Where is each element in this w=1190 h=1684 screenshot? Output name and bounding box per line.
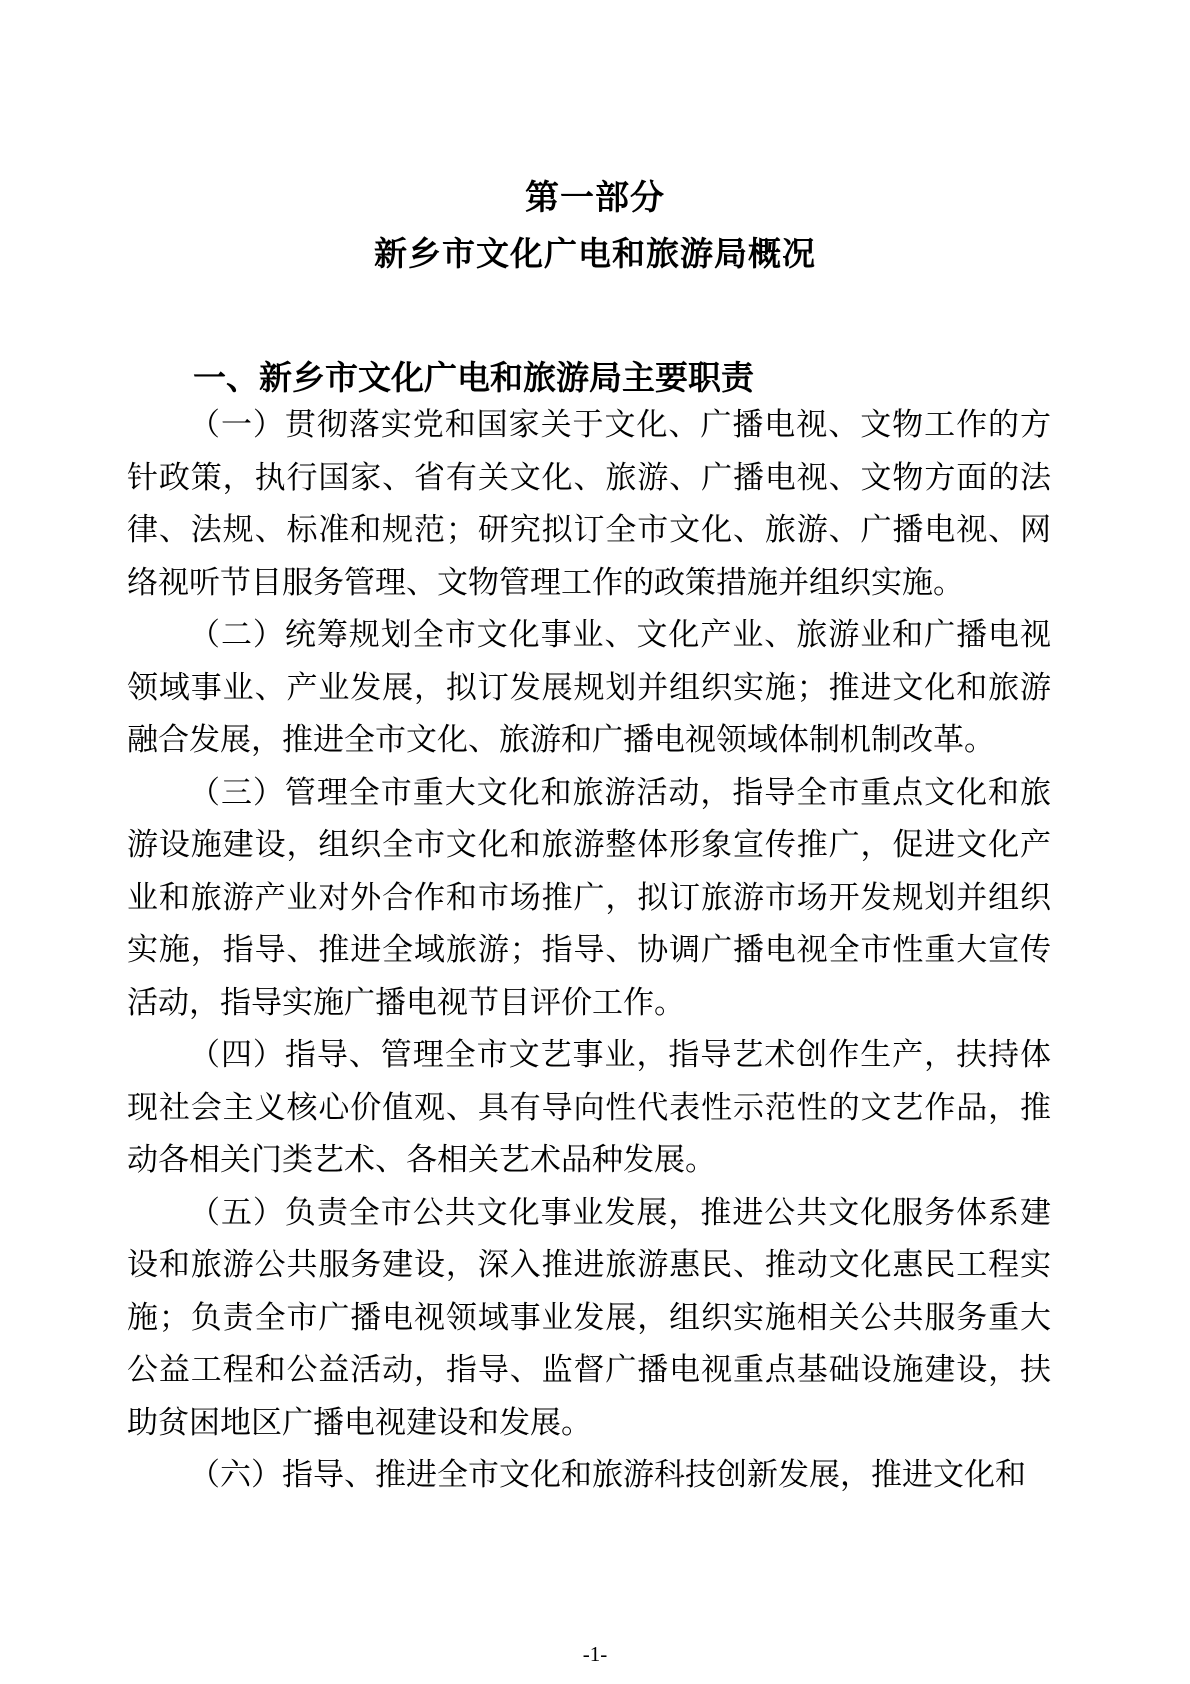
body-text-block [127,399,1051,1502]
body-paragraph-6: （六）指导、推进全市文化和旅游科技创新发展，推进文化和 [189,1457,1026,1492]
body-paragraph-4: （四）指导、管理全市文艺事业，指导艺术创作生产，扶持体现社会主义核心价值观、具有导向性代表性示范性的文艺作品，推动各相关门类艺术、各相关艺术品种发展。 [127,1037,1051,1177]
document-title: 新乡市文化广电和旅游局概况 [374,235,816,272]
body-paragraph-5: （五）负责全市公共文化事业发展，推进公共文化服务体系建设和旅游公共服务建设，深入推进旅游惠民、推动文化惠民工程实施；负责全市广播电视领域事业发展，组织实施相关公共服务重大公益工程和公益活动，指导、监督广播电视重点基础设施建设，扶助贫困地区广播电视建设和发展。 [127,1194,1051,1440]
body-paragraph-3: （三）管理全市重大文化和旅游活动，指导全市重点文化和旅游设施建设，组织全市文化和旅游整体形象宣传推广，促进文化产业和旅游产业对外合作和市场推广，拟订旅游市场开发规划并组织实施，指导、推进全域旅游；指导、协调广播电视全市性重大宣传活动，指导实施广播电视节目评价工作。 [127,774,1051,1020]
part-title: 第一部分 [525,179,665,217]
body-paragraph-2: （二）统筹规划全市文化事业、文化产业、旅游业和广播电视领域事业、产业发展，拟订发展规划并组织实施；推进文化和旅游融合发展，推进全市文化、旅游和广播电视领域体制机制改革。 [127,617,1051,757]
page-number: -1- [582,1642,608,1666]
section-heading: 一、新乡市文化广电和旅游局主要职责 [193,359,754,396]
body-paragraph-1: （一）贯彻落实党和国家关于文化、广播电视、文物工作的方针政策，执行国家、省有关文化、旅游、广播电视、文物方面的法律、法规、标准和规范；研究拟订全市文化、旅游、广播电视、网络视听节目服务管理、文物管理工作的政策措施并组织实施。 [127,407,1051,600]
